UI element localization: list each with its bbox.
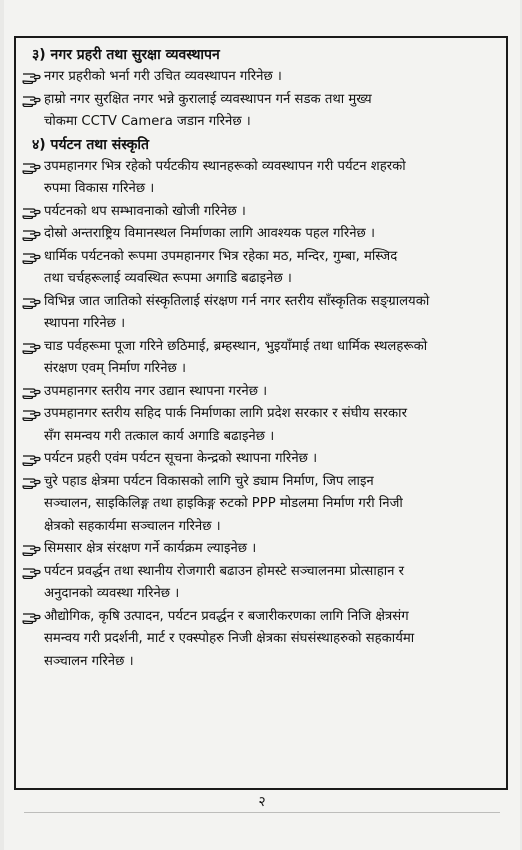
list-item [22, 471, 500, 539]
footer-divider [24, 812, 500, 813]
list-item [22, 561, 500, 606]
list-item [22, 89, 500, 134]
content-area [22, 44, 500, 673]
pointing-hand-icon [22, 542, 42, 556]
list-item [22, 246, 500, 291]
list-item [22, 538, 500, 561]
list-item [22, 201, 500, 224]
list-item-line: उपमहानगर भित्र रहेको पर्यटकीय स्थानहरूको व्यवस्थापन गरी पर्यटन शहरको [44, 158, 406, 174]
list-item-line: समन्वय गरी प्रदर्शनी, मार्ट र एक्स्पोहरु निजी क्षेत्रका संघसंस्थाहरुको सहकार्यमा [44, 631, 415, 646]
list-item-line: पर्यटन प्रवर्द्धन तथा स्थानीय रोजगारी बढाउन होमस्टे सञ्चालनमा प्रोत्साहान र [44, 563, 405, 579]
pointing-hand-icon [22, 452, 42, 466]
list-item-line: सञ्चालन, साइकिलिङ्ग तथा हाइकिङ्ग रुटको PPP मोडलमा निर्माण गरी निजी [44, 496, 403, 511]
list-item-line: नगर प्रहरीको भर्ना गरी उचित व्यवस्थापन गरिनेछ । [44, 69, 282, 84]
pointing-hand-icon [22, 295, 42, 309]
list-item-line: दोस्रो अन्तराष्ट्रिय विमानस्थल निर्माणका लागि आवश्यक पहल गरिनेछ । [44, 226, 375, 241]
pointing-hand-icon [22, 610, 42, 624]
list-item-line: विभिन्न जात जातिको संस्कृतिलाई संरक्षण गर्न नगर स्तरीय साँस्कृतिक सङ्ग्रालयको [44, 293, 430, 309]
list-item [22, 156, 500, 201]
document-page [4, 0, 520, 850]
list-item-line: तथा चर्चहरूलाई व्यवस्थित रूपमा अगाडि बढाइनेछ । [44, 271, 292, 286]
list-item [22, 403, 500, 448]
pointing-hand-icon [22, 250, 42, 264]
page-number: २ [258, 794, 266, 810]
list-item-line: हाम्रो नगर सुरक्षित नगर भन्ने कुरालाई व्यवस्थापन गर्न सडक तथा मुख्य [44, 91, 372, 107]
list-item [22, 606, 500, 674]
section-heading: ३) नगर प्रहरी तथा सुरक्षा व्यवस्थापन [32, 47, 220, 63]
pointing-hand-icon [22, 70, 42, 84]
list-item [22, 336, 500, 381]
list-item-line: सञ्चालन गरिनेछ । [44, 653, 134, 669]
list-item-line: धार्मिक पर्यटनको रूपमा उपमहानगर भित्र रहेका मठ, मन्दिर, गुम्बा, मस्जिद [44, 248, 398, 264]
list-item [22, 66, 500, 89]
list-item [22, 448, 500, 471]
list-item [22, 223, 500, 246]
pointing-hand-icon [22, 407, 42, 421]
pointing-hand-icon [22, 205, 42, 219]
list-item-line: संरक्षण एवम् निर्माण गरिनेछ । [44, 361, 186, 376]
list-item-line: चाड पर्वहरूमा पूजा गरिने छठिमाई, ब्रम्हस्थान, भुइयाँमाई तथा धार्मिक स्थलहरूको [44, 338, 428, 354]
list-item-line: सिमसार क्षेत्र संरक्षण गर्ने कार्यक्रम ल्याइनेछ । [44, 541, 257, 556]
pointing-hand-icon [22, 475, 42, 489]
list-item-line: रुपमा विकास गरिनेछ । [44, 181, 155, 196]
pointing-hand-icon [22, 227, 42, 241]
list-item-line: क्षेत्रको सहकार्यमा सञ्चालन गरिनेछ । [44, 518, 221, 534]
pointing-hand-icon [22, 93, 42, 107]
list-item-line: उपमहानगर स्तरीय नगर उद्यान स्थापना गरनेछ । [44, 383, 268, 399]
list-item [22, 381, 500, 404]
list-item-line: चोकमा CCTV Camera जडान गरिनेछ । [44, 114, 251, 129]
pointing-hand-icon [22, 385, 42, 399]
list-item-line: उपमहानगर स्तरीय सहिद पार्क निर्माणका लागि प्रदेश सरकार र संघीय सरकार [44, 406, 407, 421]
list-item-line: अनुदानको व्यवस्था गरिनेछ । [44, 586, 180, 601]
content-border [14, 36, 508, 790]
list-item-line: सँग समन्वय गरी तत्काल कार्य अगाडि बढाइनेछ । [44, 428, 275, 444]
list-item [22, 291, 500, 336]
list-item-line: पर्यटन प्रहरी एवंम पर्यटन सूचना केन्द्रको स्थापना गरिनेछ । [44, 451, 318, 466]
list-item-line: औद्योगिक, कृषि उत्पादन, पर्यटन प्रवर्द्धन र बजारीकरणका लागि निजि क्षेत्रसंग [44, 608, 409, 624]
list-item-line: चुरे पहाड क्षेत्रमा पर्यटन विकासको लागि चुरे ड्याम निर्माण, जिप लाइन [44, 473, 374, 489]
list-item-line: पर्यटनको थप सम्भावनाको खोजी गरिनेछ । [44, 203, 246, 219]
section-heading: ४) पर्यटन तथा संस्कृति [32, 136, 150, 153]
list-item-line: स्थापना गरिनेछ । [44, 316, 126, 331]
pointing-hand-icon [22, 160, 42, 174]
pointing-hand-icon [22, 340, 42, 354]
pointing-hand-icon [22, 565, 42, 579]
